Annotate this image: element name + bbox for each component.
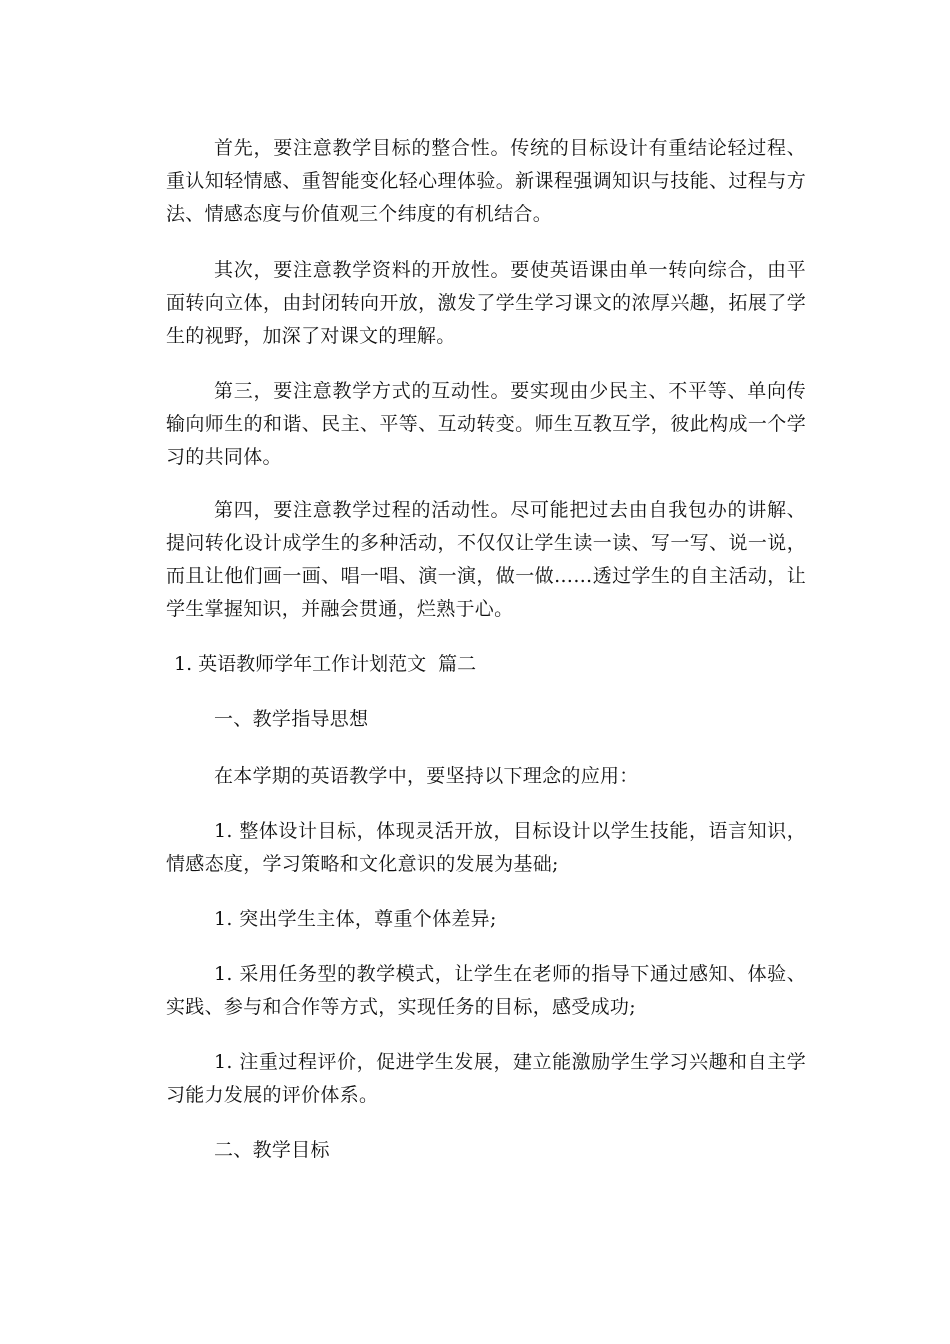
list-item-student-centered: 1. 突出学生主体，尊重个体差异; <box>214 908 497 930</box>
list-item-task-based: 1. 采用任务型的教学模式，让学生在老师的指导下通过感知、体验、实践、参与和合作等方式，实现任务的目标，感受成功; <box>166 963 806 1018</box>
paragraph-activity-process: 第四，要注意教学过程的活动性。尽可能把过去由自我包办的讲解、提问转化设计成学生的多种活动，不仅仅让学生读一读、写一写、说一说，而且让他们画一画、唱一唱、演一演，做一做……透过学生的自主活动，让学生掌握知识，并融会贯通，烂熟于心。 <box>166 499 806 620</box>
paragraph-goal-integration: 首先，要注意教学目标的整合性。传统的目标设计有重结论轻过程、重认知轻情感、重智能变化轻心理体验。新课程强调知识与技能、过程与方法、情感态度与价值观三个纬度的有机结合。 <box>166 137 806 225</box>
paragraph-interactive-method: 第三，要注意教学方式的互动性。要实现由少民主、不平等、单向传输向师生的和谐、民主、平等、互动转变。师生互教互学，彼此构成一个学习的共同体。 <box>166 380 806 468</box>
paragraph-content-openness: 其次，要注意教学资料的开放性。要使英语课由单一转向综合，由平面转向立体，由封闭转向开放，激发了学生学习课文的浓厚兴趣，拓展了学生的视野，加深了对课文的理解。 <box>166 259 806 347</box>
subheading-teaching-goals: 二、教学目标 <box>214 1139 330 1161</box>
section-heading <box>174 648 476 681</box>
paragraph-semester-intro: 在本学期的英语教学中，要坚持以下理念的应用： <box>214 765 639 787</box>
list-item-process-evaluation: 1. 注重过程评价，促进学生发展，建立能激励学生学习兴趣和自主学习能力发展的评价体系。 <box>166 1051 806 1106</box>
section-heading-suffix: 篇二 <box>438 653 477 675</box>
list-item-overall-goals: 1. 整体设计目标，体现灵活开放，目标设计以学生技能，语言知识，情感态度，学习策略和文化意识的发展为基础; <box>166 820 806 875</box>
subheading-guiding-ideology: 一、教学指导思想 <box>214 708 369 730</box>
section-heading-title: 1. 英语教师学年工作计划范文 <box>174 653 427 675</box>
